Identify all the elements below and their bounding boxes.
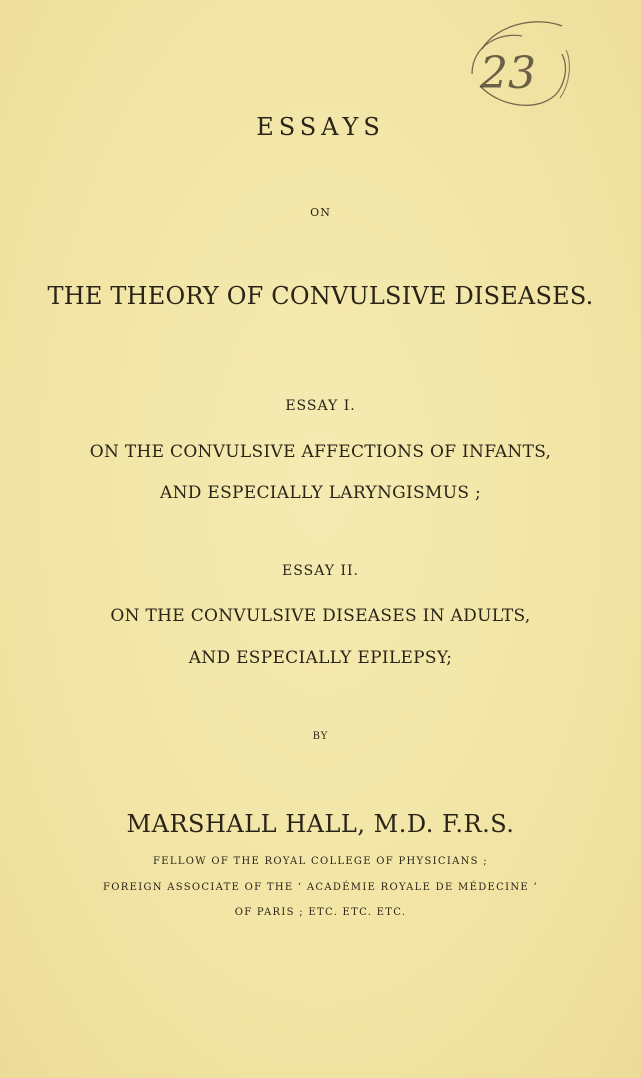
author-name: MARSHALL HALL, M.D. F.R.S. [126, 810, 515, 838]
title-subject: THE THEORY OF CONVULSIVE DISEASES. [47, 282, 594, 310]
essay-one-line-2: AND ESPECIALLY LARYNGISMUS ; [160, 483, 481, 503]
essay-one-line-1: ON THE CONVULSIVE AFFECTIONS OF INFANTS, [89, 442, 552, 462]
essay-two-line-1: ON THE CONVULSIVE DISEASES IN ADULTS, [110, 606, 531, 626]
shelfmark-number: 23 [480, 48, 536, 99]
essay-one-heading: ESSAY I. [285, 398, 356, 414]
author-credential-2: FOREIGN ASSOCIATE OF THE ‘ ACADÉMIE ROYALE DE MÉDECINE ’ [103, 882, 538, 893]
by-label: BY [312, 731, 329, 742]
title-on: ON [310, 206, 331, 219]
essay-two-heading: ESSAY II. [282, 563, 359, 579]
essay-two-line-2: AND ESPECIALLY EPILEPSY; [188, 648, 453, 668]
author-credential-1: FELLOW OF THE ROYAL COLLEGE OF PHYSICIANS ; [153, 856, 488, 867]
title-essays: ESSAYS [256, 113, 385, 141]
handwritten-shelfmark-icon [462, 14, 574, 116]
author-credential-3: OF PARIS ; ETC. ETC. ETC. [234, 907, 407, 918]
